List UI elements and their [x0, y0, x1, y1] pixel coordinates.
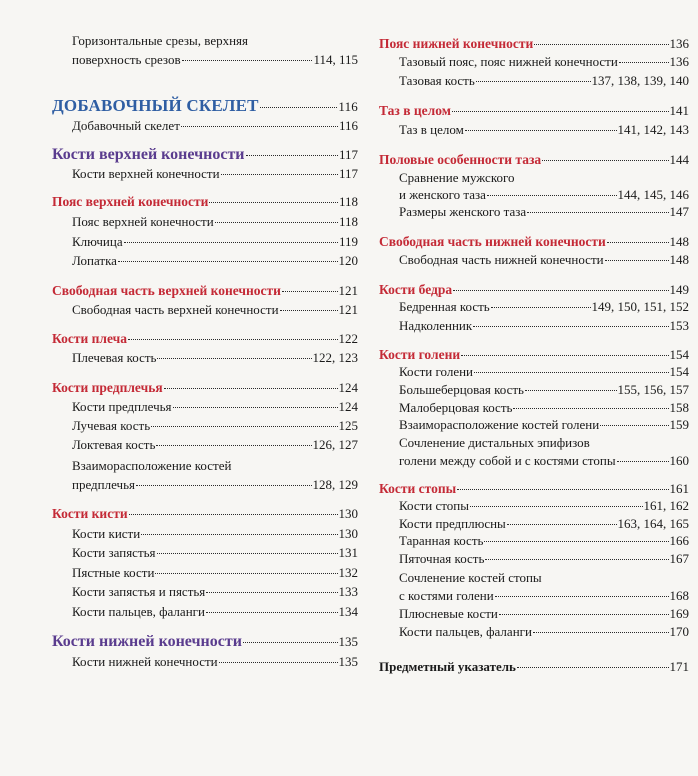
dot-leader	[129, 514, 338, 515]
toc-entry	[379, 417, 689, 433]
toc-section-heading	[52, 633, 358, 651]
toc-entry	[379, 382, 689, 398]
toc-entry-pages: 117	[338, 166, 358, 181]
toc-section-heading	[379, 234, 689, 250]
toc-entry	[379, 588, 689, 604]
toc-entry-pages: 159	[669, 417, 689, 432]
dot-leader	[453, 290, 668, 291]
dot-leader	[605, 260, 669, 261]
toc-entry-title: Пяточная кость	[399, 551, 485, 566]
toc-entry	[379, 516, 689, 532]
toc-entry-pages: 171	[669, 659, 689, 674]
toc-entry	[52, 399, 358, 415]
toc-section-heading	[379, 152, 689, 168]
toc-entry-title: Предметный указатель	[379, 659, 516, 674]
toc-entry-pages: 134	[338, 604, 358, 619]
toc-entry	[52, 302, 358, 318]
dot-leader	[513, 408, 668, 409]
toc-entry-pages: 154	[669, 364, 689, 379]
toc-entry-pages: 133	[338, 584, 358, 599]
dot-leader	[470, 506, 643, 507]
dot-leader	[181, 126, 338, 127]
toc-entry-title: Свободная часть верхней конечности	[72, 302, 279, 317]
toc-entry-pages: 141	[669, 103, 689, 118]
toc-entry	[52, 52, 358, 68]
toc-entry-pages: 161, 162	[643, 498, 689, 513]
toc-entry-pages: 161	[669, 481, 689, 496]
toc-entry-pages: 169	[669, 606, 689, 621]
dot-leader	[141, 534, 337, 535]
toc-entry-title: Кости нижней конечности	[72, 654, 218, 669]
dot-leader	[617, 461, 669, 462]
toc-entry-title: Таз в целом	[399, 122, 464, 137]
dot-leader	[243, 642, 338, 643]
toc-entry	[379, 54, 689, 70]
toc-entry	[379, 400, 689, 416]
dot-leader	[527, 212, 668, 213]
toc-entry-title: Пястные кости	[72, 565, 155, 580]
toc-entry	[379, 606, 689, 622]
dot-leader	[507, 524, 617, 525]
toc-entry-title: поверхность срезов	[72, 52, 181, 67]
toc-entry-title: Кости стопы	[399, 498, 469, 513]
toc-entry-pages: 124	[338, 380, 358, 395]
toc-entry-pages: 119	[338, 234, 358, 249]
toc-entry-pages: 144, 145, 146	[617, 187, 689, 202]
toc-entry-title: предплечья	[72, 477, 136, 492]
toc-section-heading	[52, 283, 358, 299]
toc-entry	[379, 364, 689, 380]
dot-leader	[533, 632, 669, 633]
dot-leader	[452, 111, 669, 112]
toc-entry-title: Пояс верхней конечности	[72, 214, 214, 229]
toc-entry-pages: 149, 150, 151, 152	[591, 299, 689, 314]
toc-entry-pages: 128, 129	[312, 477, 358, 492]
toc-section-heading	[52, 146, 358, 164]
dot-leader	[246, 155, 338, 156]
toc-entry-title: Кости предплечья	[52, 380, 163, 395]
dot-leader	[461, 355, 668, 356]
toc-entry	[52, 458, 358, 474]
toc-entry-title: Кости стопы	[379, 481, 457, 496]
toc-entry-pages: 122	[338, 331, 358, 346]
toc-entry-pages: 135	[338, 654, 358, 669]
toc-entry-pages: 147	[669, 204, 689, 219]
toc-entry-title: Пояс нижней конечности	[379, 36, 534, 51]
toc-entry	[52, 118, 358, 134]
dot-leader	[542, 160, 668, 161]
dot-leader	[495, 596, 669, 597]
toc-entry-pages: 166	[669, 533, 689, 548]
toc-entry-pages: 141, 142, 143	[617, 122, 689, 137]
toc-entry-title: Ключица	[72, 234, 123, 249]
toc-entry	[379, 73, 689, 89]
toc-entry-title: Свободная часть верхней конечности	[52, 283, 281, 298]
toc-entry-pages: 130	[338, 526, 358, 541]
toc-entry-title: ДОБАВОЧНЫЙ СКЕЛЕТ	[52, 96, 259, 115]
toc-entry-pages: 117	[338, 147, 358, 162]
dot-leader	[476, 81, 591, 82]
toc-entry	[52, 253, 358, 269]
toc-entry-title: Кости нижней конечности	[52, 633, 242, 650]
toc-entry-title: голени между собой и с костями стопы	[399, 453, 616, 468]
toc-section-heading	[52, 96, 358, 116]
toc-entry	[52, 545, 358, 561]
toc-entry-pages: 149	[669, 282, 689, 297]
dot-leader	[473, 326, 668, 327]
toc-entry	[52, 565, 358, 581]
toc-entry	[379, 498, 689, 514]
toc-entry	[52, 234, 358, 250]
toc-entry	[379, 187, 689, 203]
toc-entry-pages: 158	[669, 400, 689, 415]
toc-entry-title: Кости голени	[399, 364, 474, 379]
toc-entry-pages: 154	[669, 347, 689, 362]
toc-entry-pages: 122, 123	[312, 350, 358, 365]
toc-entry-title: Кости кисти	[52, 506, 128, 521]
toc-entry	[379, 170, 689, 186]
toc-entry	[52, 214, 358, 230]
toc-entry-pages: 130	[338, 506, 358, 521]
dot-leader	[221, 174, 338, 175]
dot-leader	[124, 242, 338, 243]
dot-leader	[219, 662, 338, 663]
toc-entry-title: Тазовая кость	[399, 73, 475, 88]
toc-entry	[379, 624, 689, 640]
toc-entry-title: Пояс верхней конечности	[52, 194, 209, 209]
dot-leader	[260, 107, 338, 108]
toc-entry-title: Бедренная кость	[399, 299, 490, 314]
toc-entry-title: Кости плеча	[52, 331, 128, 346]
toc-entry-pages: 114, 115	[313, 52, 358, 67]
toc-entry-pages: 163, 164, 165	[617, 516, 689, 531]
toc-entry-pages: 121	[338, 302, 358, 317]
toc-entry-pages: 160	[669, 453, 689, 468]
toc-entry-title: Таз в целом	[379, 103, 451, 118]
toc-entry-title: Горизонтальные срезы, верхняя	[72, 33, 249, 48]
dot-leader	[136, 485, 311, 486]
toc-entry	[52, 526, 358, 542]
toc-entry	[379, 252, 689, 268]
dot-leader	[157, 553, 338, 554]
dot-leader	[155, 573, 337, 574]
toc-entry-title: Кости запястья	[72, 545, 156, 560]
toc-entry-title: Кости предплюсны	[399, 516, 506, 531]
dot-leader	[156, 445, 311, 446]
dot-leader	[280, 310, 338, 311]
toc-entry-title: Лучевая кость	[72, 418, 151, 433]
toc-entry	[379, 435, 689, 451]
toc-entry-pages: 118	[338, 214, 358, 229]
toc-entry-title: Кости кисти	[72, 526, 141, 541]
toc-entry-pages: 168	[669, 588, 689, 603]
dot-leader	[600, 425, 668, 426]
toc-entry-title: Кости предплечья	[72, 399, 172, 414]
toc-entry	[379, 318, 689, 334]
dot-leader	[619, 62, 669, 63]
toc-entry-title: Половые особенности таза	[379, 152, 542, 167]
toc-entry-pages: 126, 127	[312, 437, 358, 452]
toc-section-heading	[379, 659, 689, 675]
toc-entry-pages: 144	[669, 152, 689, 167]
toc-entry	[52, 654, 358, 670]
toc-entry-title: Сочленение дистальных эпифизов	[399, 435, 590, 450]
toc-entry	[379, 299, 689, 315]
dot-leader	[484, 541, 668, 542]
dot-leader	[157, 358, 311, 359]
dot-leader	[173, 407, 338, 408]
toc-entry-title: Добавочный скелет	[72, 118, 180, 133]
toc-entry-title: Кости запястья и пястья	[72, 584, 206, 599]
toc-entry-pages: 121	[338, 283, 358, 298]
toc-entry-title: Надколенник	[399, 318, 473, 333]
toc-entry-title: Таранная кость	[399, 533, 484, 548]
dot-leader	[485, 559, 668, 560]
toc-entry-title: Плюсневые кости	[399, 606, 498, 621]
dot-leader	[282, 291, 338, 292]
toc-entry-title: Свободная часть нижней конечности	[399, 252, 604, 267]
toc-entry	[379, 570, 689, 586]
toc-entry-title: Кости верхней конечности	[52, 146, 245, 163]
toc-entry-title: Взаиморасположение костей	[72, 458, 232, 473]
toc-entry-title: Размеры женского таза	[399, 204, 527, 219]
toc-entry-title: Локтевая кость	[72, 437, 156, 452]
toc-entry-pages: 137, 138, 139, 140	[591, 73, 689, 88]
toc-entry	[52, 350, 358, 366]
toc-entry-title: Кости бедра	[379, 282, 453, 297]
dot-leader	[491, 307, 591, 308]
toc-entry-pages: 116	[338, 118, 358, 133]
dot-leader	[151, 426, 337, 427]
toc-entry-title: Кости верхней конечности	[72, 166, 220, 181]
toc-entry-title: Кости голени	[379, 347, 461, 362]
toc-entry	[379, 204, 689, 220]
dot-leader	[474, 372, 668, 373]
toc-entry-pages: 120	[338, 253, 358, 268]
toc-entry-pages: 167	[669, 551, 689, 566]
toc-entry-pages: 131	[338, 545, 358, 560]
toc-entry-pages: 136	[669, 54, 689, 69]
toc-entry-pages: 125	[338, 418, 358, 433]
toc-entry-pages: 135	[338, 634, 358, 649]
toc-entry	[52, 584, 358, 600]
dot-leader	[465, 130, 617, 131]
toc-entry-title: Свободная часть нижней конечности	[379, 234, 606, 249]
toc-entry-pages: 155, 156, 157	[617, 382, 689, 397]
toc-entry	[379, 453, 689, 469]
dot-leader	[209, 202, 338, 203]
toc-entry-pages: 124	[338, 399, 358, 414]
toc-section-heading	[52, 380, 358, 396]
dot-leader	[215, 222, 338, 223]
toc-section-heading	[52, 331, 358, 347]
dot-leader	[607, 242, 669, 243]
dot-leader	[525, 390, 617, 391]
toc-entry-title: Большеберцовая кость	[399, 382, 524, 397]
toc-section-heading	[379, 481, 689, 497]
toc-entry-pages: 118	[338, 194, 358, 209]
toc-entry	[52, 604, 358, 620]
toc-entry-title: Плечевая кость	[72, 350, 157, 365]
dot-leader	[517, 667, 669, 668]
dot-leader	[206, 592, 337, 593]
toc-entry	[52, 166, 358, 182]
toc-section-heading	[379, 347, 689, 363]
toc-section-heading	[379, 36, 689, 52]
dot-leader	[499, 614, 669, 615]
toc-entry-title: и женского таза	[399, 187, 486, 202]
toc-entry	[52, 33, 358, 49]
toc-entry-title: Кости пальцев, фаланги	[72, 604, 205, 619]
dot-leader	[128, 339, 337, 340]
dot-leader	[457, 489, 668, 490]
toc-entry-title: Взаиморасположение костей голени	[399, 417, 600, 432]
toc-entry	[52, 437, 358, 453]
toc-entry-pages: 116	[338, 99, 358, 114]
toc-entry-pages: 148	[669, 252, 689, 267]
toc-entry-title: Кости пальцев, фаланги	[399, 624, 532, 639]
dot-leader	[118, 261, 338, 262]
toc-entry-title: Сочленение костей стопы	[399, 570, 542, 585]
toc-entry	[379, 122, 689, 138]
toc-entry	[379, 551, 689, 567]
toc-entry-title: Лопатка	[72, 253, 117, 268]
toc-entry-pages: 153	[669, 318, 689, 333]
dot-leader	[182, 60, 313, 61]
toc-entry-pages: 148	[669, 234, 689, 249]
toc-entry	[52, 477, 358, 493]
toc-entry-title: Малоберцовая кость	[399, 400, 513, 415]
dot-leader	[534, 44, 668, 45]
toc-entry-title: Сравнение мужского	[399, 170, 515, 185]
toc-entry-pages: 136	[669, 36, 689, 51]
toc-section-heading	[52, 194, 358, 210]
toc-entry-title: Тазовый пояс, пояс нижней конечности	[399, 54, 618, 69]
toc-entry-pages: 170	[669, 624, 689, 639]
toc-section-heading	[379, 282, 689, 298]
toc-entry	[379, 533, 689, 549]
dot-leader	[487, 195, 617, 196]
dot-leader	[206, 612, 338, 613]
toc-section-heading	[379, 103, 689, 119]
toc-entry-title: с костями голени	[399, 588, 494, 603]
toc-section-heading	[52, 506, 358, 522]
toc-entry-pages: 132	[338, 565, 358, 580]
toc-entry	[52, 418, 358, 434]
dot-leader	[164, 388, 338, 389]
